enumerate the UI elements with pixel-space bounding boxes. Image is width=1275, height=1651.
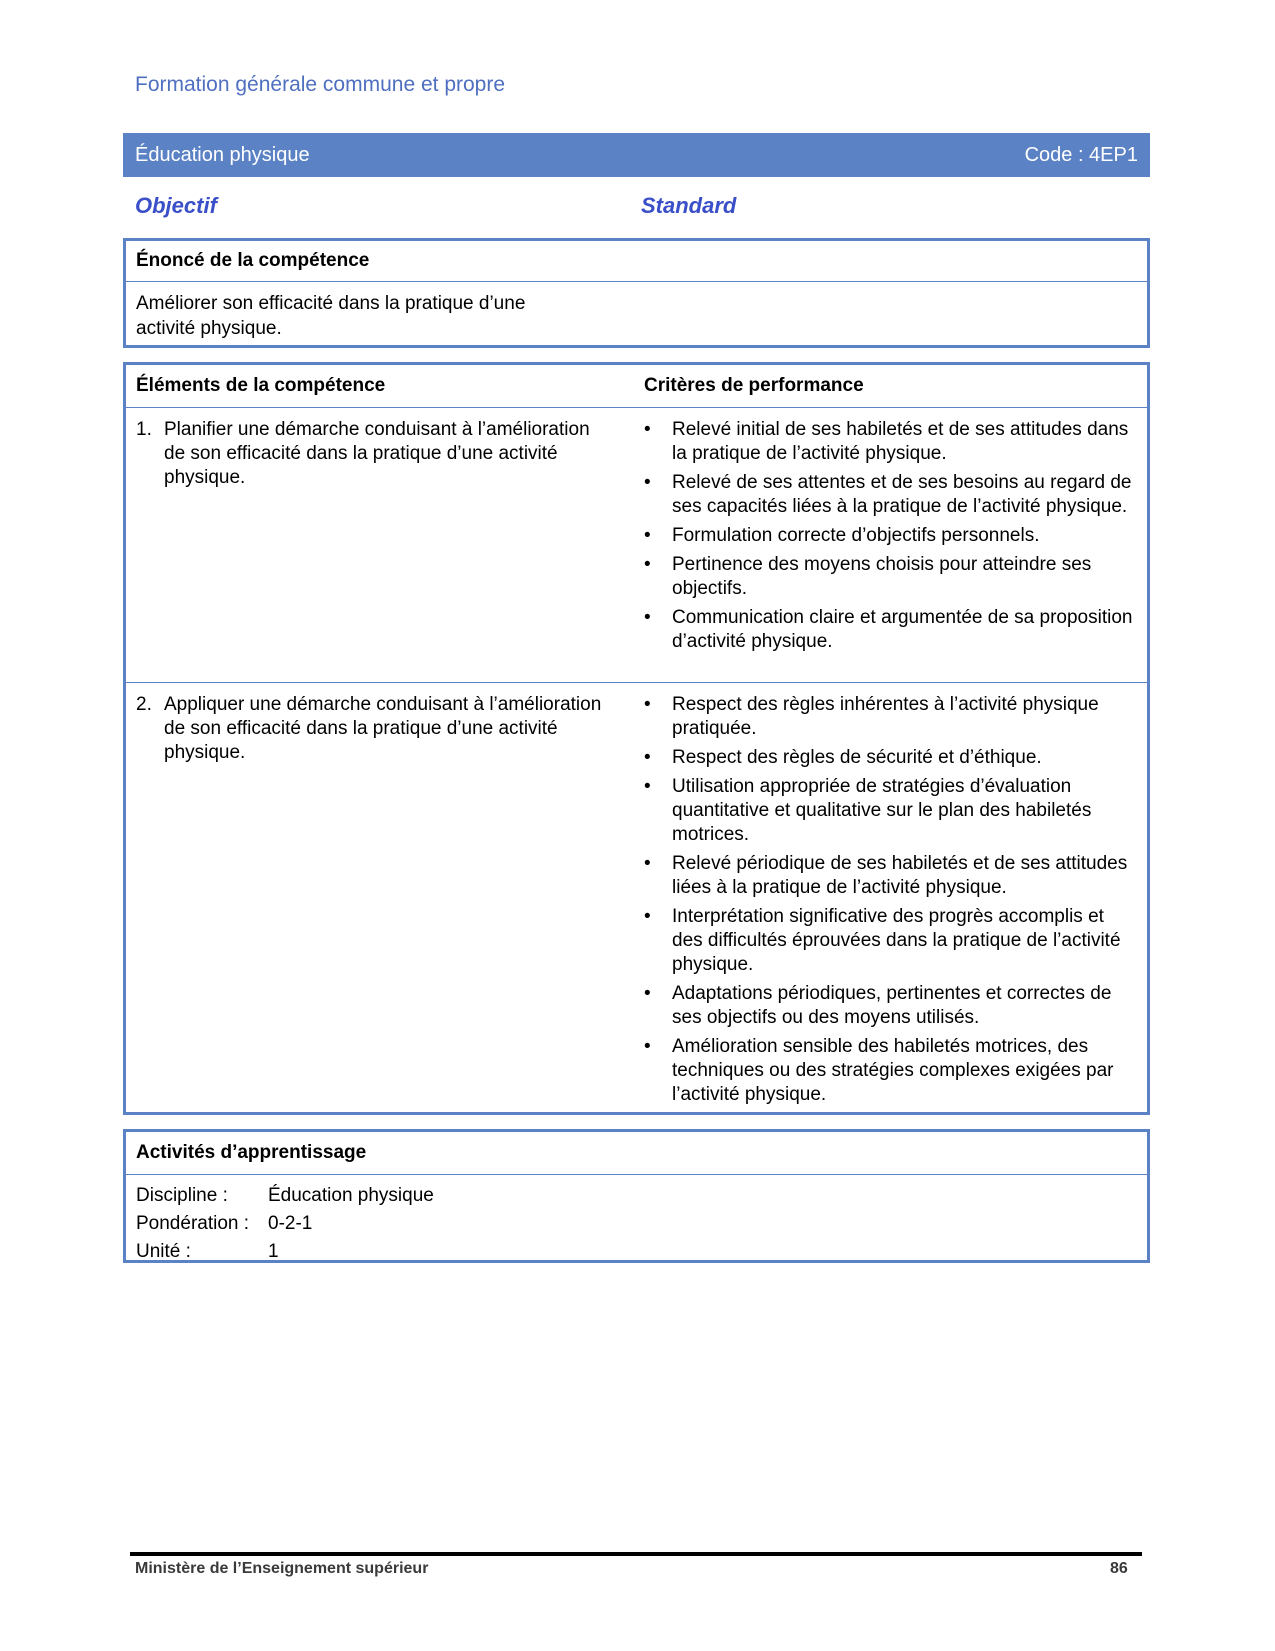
enonce-box xyxy=(123,238,1150,348)
criterion: • Pertinence des moyens choisis pour atteindre ses objectifs. xyxy=(644,553,1134,601)
course-code: Code : 4EP1 xyxy=(1024,143,1138,166)
discipline-label: Discipline : xyxy=(136,1185,228,1206)
criterion: • Formulation correcte d’objectifs personnels. xyxy=(644,524,1134,548)
criterion: • Communication claire et argumentée de sa proposition d’activité physique. xyxy=(644,606,1134,654)
discipline-line xyxy=(136,1185,434,1207)
criterion: • Respect des règles de sécurité et d’éthique. xyxy=(644,746,1134,770)
table-row xyxy=(126,408,1147,678)
enonce-heading: Énoncé de la compétence xyxy=(126,241,1147,282)
criteria-table-header xyxy=(126,365,1147,408)
ponderation-value: 0-2-1 xyxy=(268,1213,313,1234)
footer-divider xyxy=(130,1552,1142,1556)
element-number: 2. xyxy=(136,694,152,715)
element-text: Planifier une démarche conduisant à l’amélioration de son efficacité dans la pratique d’une activité physique. xyxy=(164,419,590,488)
criteria-list-2 xyxy=(644,693,1134,1112)
element-1 xyxy=(136,418,606,490)
criterion: • Relevé périodique de ses habiletés et de ses attitudes liées à la pratique de l’activité physique. xyxy=(644,852,1134,900)
criterion: • Amélioration sensible des habiletés motrices, des techniques ou des stratégies complexes exigées par l’activité physique. xyxy=(644,1035,1134,1107)
element-2 xyxy=(136,693,606,765)
footer-ministry: Ministère de l’Enseignement supérieur xyxy=(135,1560,429,1577)
unite-label: Unité : xyxy=(136,1241,191,1262)
criterion: • Relevé initial de ses habiletés et de ses attitudes dans la pratique de l’activité physique. xyxy=(644,418,1134,466)
standard-heading: Standard xyxy=(641,193,737,218)
ponderation-line xyxy=(136,1213,312,1235)
enonce-text: Améliorer son efficacité dans la pratique d’une activité physique. xyxy=(136,293,526,339)
activities-heading: Activités d’apprentissage xyxy=(126,1132,1147,1175)
objective-heading: Objectif xyxy=(135,193,217,218)
criteria-table xyxy=(123,362,1150,1115)
course-title-bar xyxy=(123,133,1150,177)
elements-column-heading: Éléments de la compétence xyxy=(136,375,386,396)
section-label: Formation générale commune et propre xyxy=(135,73,506,96)
element-number: 1. xyxy=(136,419,152,440)
course-title: Éducation physique xyxy=(135,143,310,166)
table-row xyxy=(126,682,1147,1113)
activities-box xyxy=(123,1129,1150,1263)
criterion: • Adaptations périodiques, pertinentes et correctes de ses objectifs ou des moyens utilisés. xyxy=(644,982,1134,1030)
criterion: • Utilisation appropriée de stratégies d’évaluation quantitative et qualitative sur le plan des habiletés motrices. xyxy=(644,775,1134,847)
element-text: Appliquer une démarche conduisant à l’amélioration de son efficacité dans la pratique d’une activité physique. xyxy=(164,694,602,763)
criteria-list-1 xyxy=(644,418,1134,659)
unite-line xyxy=(136,1241,279,1263)
criterion: • Respect des règles inhérentes à l’activité physique pratiquée. xyxy=(644,693,1134,741)
criteria-column-heading: Critères de performance xyxy=(644,375,864,396)
unite-value: 1 xyxy=(268,1241,279,1262)
page-number: 86 xyxy=(1110,1560,1128,1577)
ponderation-label: Pondération : xyxy=(136,1213,250,1234)
criterion: • Relevé de ses attentes et de ses besoins au regard de ses capacités liées à la pratique de l’activité physique. xyxy=(644,471,1134,519)
discipline-value: Éducation physique xyxy=(268,1185,434,1206)
criterion: • Interprétation significative des progrès accomplis et des difficultés éprouvées dans la pratique de l’activité physique. xyxy=(644,905,1134,977)
